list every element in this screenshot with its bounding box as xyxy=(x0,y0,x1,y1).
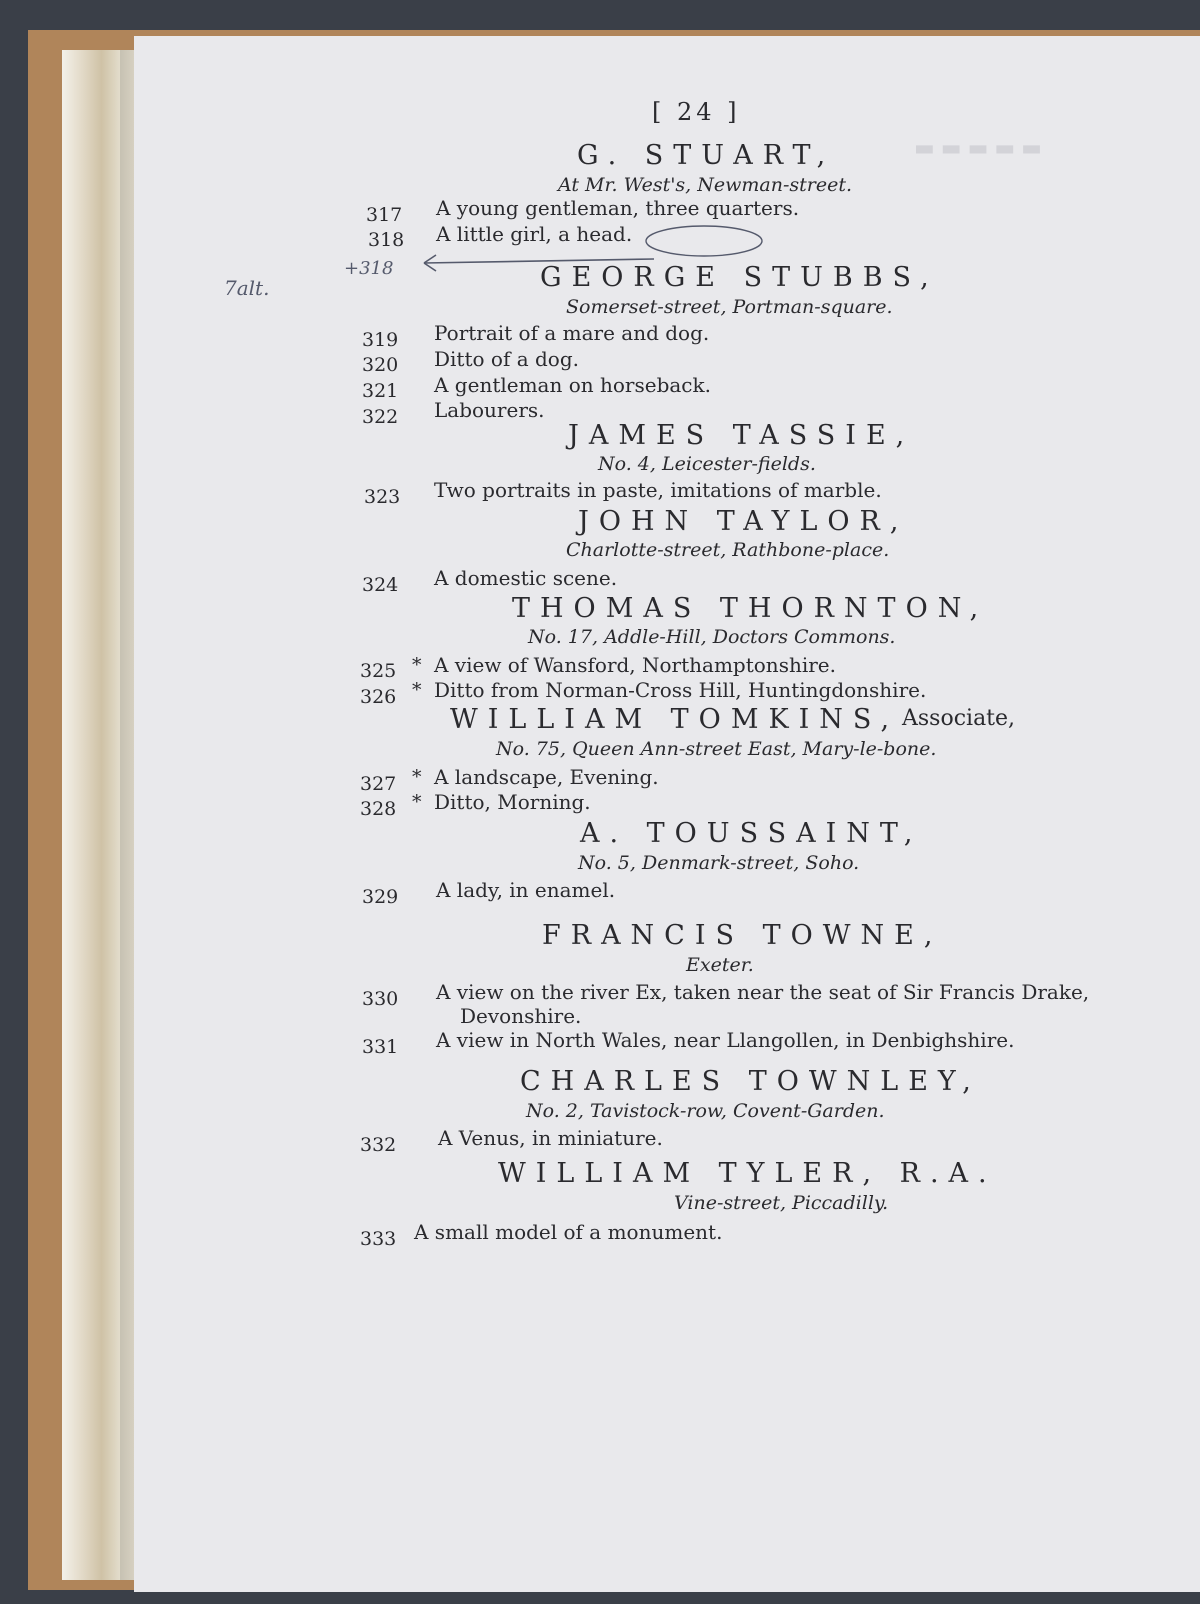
artist-address: At Mr. West's, Newman-street. xyxy=(558,174,853,196)
catalogue-number: 317 xyxy=(366,204,403,226)
catalogue-number: 328 xyxy=(360,798,397,820)
catalogue-number: 331 xyxy=(362,1036,399,1058)
artist-name: G. STUART, xyxy=(577,140,836,171)
catalogue-number: 323 xyxy=(364,486,401,508)
artist-address: No. 75, Queen Ann-street East, Mary-le-bone. xyxy=(496,738,937,760)
asterisk-mark: * xyxy=(412,791,422,813)
artist-address: Somerset-street, Portman-square. xyxy=(566,296,893,318)
catalogue-number: 332 xyxy=(360,1134,397,1156)
associate-suffix: Associate, xyxy=(902,706,1016,731)
catalogue-number: 325 xyxy=(360,660,397,682)
work-title: A view on the river Ex, taken near the seat of Sir Francis Drake, xyxy=(436,980,1090,1004)
work-title: A landscape, Evening. xyxy=(434,765,659,789)
catalogue-number: 320 xyxy=(362,354,399,376)
artist-name: WILLIAM TOMKINS, xyxy=(450,704,900,735)
catalogue-number: 319 xyxy=(362,329,399,351)
work-title: A gentleman on horseback. xyxy=(434,373,711,397)
catalogue-number: 321 xyxy=(362,380,399,402)
work-title: Two portraits in paste, imitations of marble. xyxy=(434,478,882,502)
asterisk-mark: * xyxy=(412,679,422,701)
artist-name: GEORGE STUBBS, xyxy=(540,262,939,293)
asterisk-mark: * xyxy=(412,654,422,676)
work-title: Ditto, Morning. xyxy=(434,790,591,814)
work-title: Ditto from Norman-Cross Hill, Huntingdonshire. xyxy=(434,678,927,702)
page-header: [ 24 ] xyxy=(652,98,741,126)
work-title: A young gentleman, three quarters. xyxy=(436,196,800,220)
work-title: A view of Wansford, Northamptonshire. xyxy=(434,653,836,677)
work-title: A small model of a monument. xyxy=(414,1220,723,1244)
work-title: A Venus, in miniature. xyxy=(438,1126,663,1150)
work-title: A lady, in enamel. xyxy=(436,878,616,902)
margin-number: +318 xyxy=(344,258,394,279)
catalogue-number: 318 xyxy=(368,229,405,251)
work-title-continuation: Devonshire. xyxy=(460,1004,582,1028)
artist-address: No. 5, Denmark-street, Soho. xyxy=(578,852,860,874)
artist-address: Vine-street, Piccadilly. xyxy=(674,1192,889,1214)
artist-name: THOMAS THORNTON, xyxy=(512,593,989,624)
show-through: ▬▬▬▬▬ xyxy=(914,136,1048,161)
work-title: Labourers. xyxy=(434,398,545,422)
artist-name: JAMES TASSIE, xyxy=(568,420,915,451)
artist-address: Exeter. xyxy=(686,954,754,976)
catalogue-number: 322 xyxy=(362,406,399,428)
artist-address: Charlotte-street, Rathbone-place. xyxy=(566,539,890,561)
work-title: A view in North Wales, near Llangollen, in Denbighshire. xyxy=(436,1028,1015,1052)
artist-name: A. TOUSSAINT, xyxy=(580,818,923,849)
asterisk-mark: * xyxy=(412,766,422,788)
catalogue-number: 330 xyxy=(362,988,399,1010)
work-title: Portrait of a mare and dog. xyxy=(434,321,710,345)
catalogue-number: 324 xyxy=(362,574,399,596)
catalogue-number: 329 xyxy=(362,886,399,908)
artist-name: CHARLES TOWNLEY, xyxy=(520,1066,981,1097)
artist-address: No. 2, Tavistock-row, Covent-Garden. xyxy=(526,1100,885,1122)
catalogue-number: 327 xyxy=(360,773,397,795)
work-title: A little girl, a head. xyxy=(436,222,633,246)
artist-address: No. 4, Leicester-fields. xyxy=(598,453,816,475)
artist-name: FRANCIS TOWNE, xyxy=(542,920,943,951)
work-title: Ditto of a dog. xyxy=(434,347,579,371)
artist-address: No. 17, Addle-Hill, Doctors Commons. xyxy=(528,626,896,648)
catalogue-number: 333 xyxy=(360,1228,397,1250)
artist-name: JOHN TAYLOR, xyxy=(578,506,909,537)
artist-name: WILLIAM TYLER, R.A. xyxy=(498,1158,997,1189)
catalogue-number: 326 xyxy=(360,686,397,708)
work-title: A domestic scene. xyxy=(434,566,618,590)
margin-scrawl: 7alt. xyxy=(224,276,270,300)
catalogue-page xyxy=(134,36,1200,1592)
